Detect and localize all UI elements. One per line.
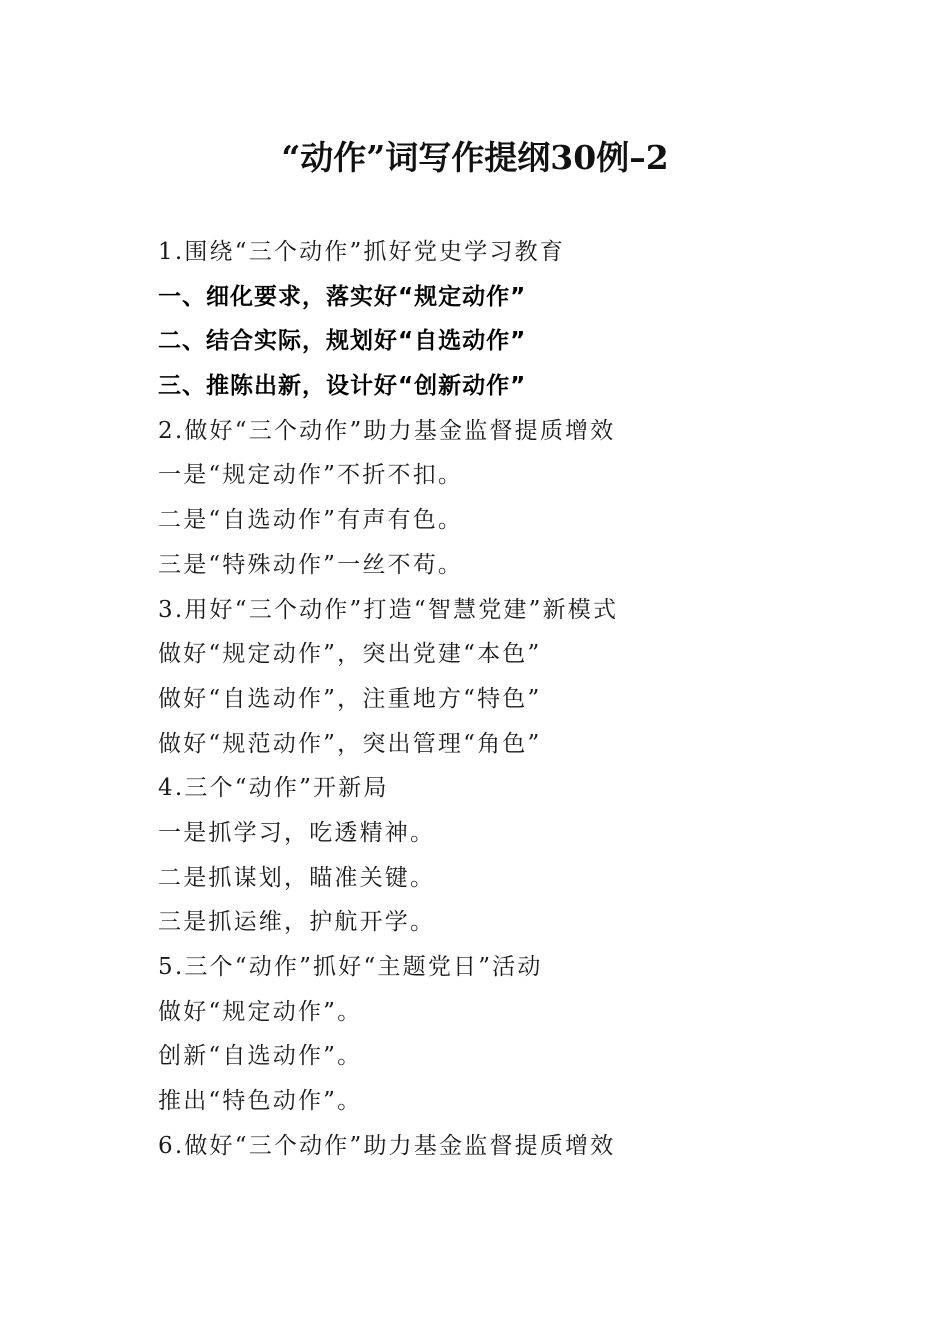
outline-point: 三是抓运维，护航开学。: [158, 909, 436, 936]
outline-point: 创新“自选动作”。: [158, 1043, 363, 1070]
outline-point: 三、推陈出新，设计好“创新动作”: [158, 373, 527, 400]
outline-point: 二、结合实际，规划好“自选动作”: [158, 328, 527, 355]
outline-heading-4: 4.三个“动作”开新局: [158, 775, 389, 802]
outline-point: 一、细化要求，落实好“规定动作”: [158, 283, 527, 310]
outline-point: 做好“规范动作”，突出管理“角色”: [158, 730, 542, 757]
document-title: “动作”词写作提纲30例–2: [281, 138, 669, 177]
outline-point: 一是抓学习，吃透精神。: [158, 819, 436, 846]
outline-point: 做好“自选动作”，注重地方“特色”: [158, 685, 542, 712]
outline-point: 做好“规定动作”。: [158, 998, 363, 1025]
outline-heading-5: 5.三个“动作”抓好“主题党日”活动: [158, 954, 543, 980]
outline-heading-6: 6.做好“三个动作”助力基金监督提质增效: [158, 1132, 616, 1159]
outline-point: 二是“自选动作”有声有色。: [158, 507, 464, 534]
outline-point: 二是抓谋划，瞄准关键。: [158, 864, 436, 891]
outline-heading-1: 1.围绕“三个动作”抓好党史学习教育: [158, 239, 566, 265]
outline-point: 一是“规定动作”不折不扣。: [158, 462, 464, 489]
outline-point: 做好“规定动作”，突出党建“本色”: [158, 641, 542, 668]
outline-point: 推出“特色动作”。: [158, 1088, 363, 1115]
outline-point: 三是“特殊动作”一丝不苟。: [158, 551, 464, 578]
outline-heading-3: 3.用好“三个动作”打造“智慧党建”新模式: [158, 596, 619, 623]
document-body: [158, 230, 878, 1168]
outline-heading-2: 2.做好“三个动作”助力基金监督提质增效: [158, 417, 616, 444]
